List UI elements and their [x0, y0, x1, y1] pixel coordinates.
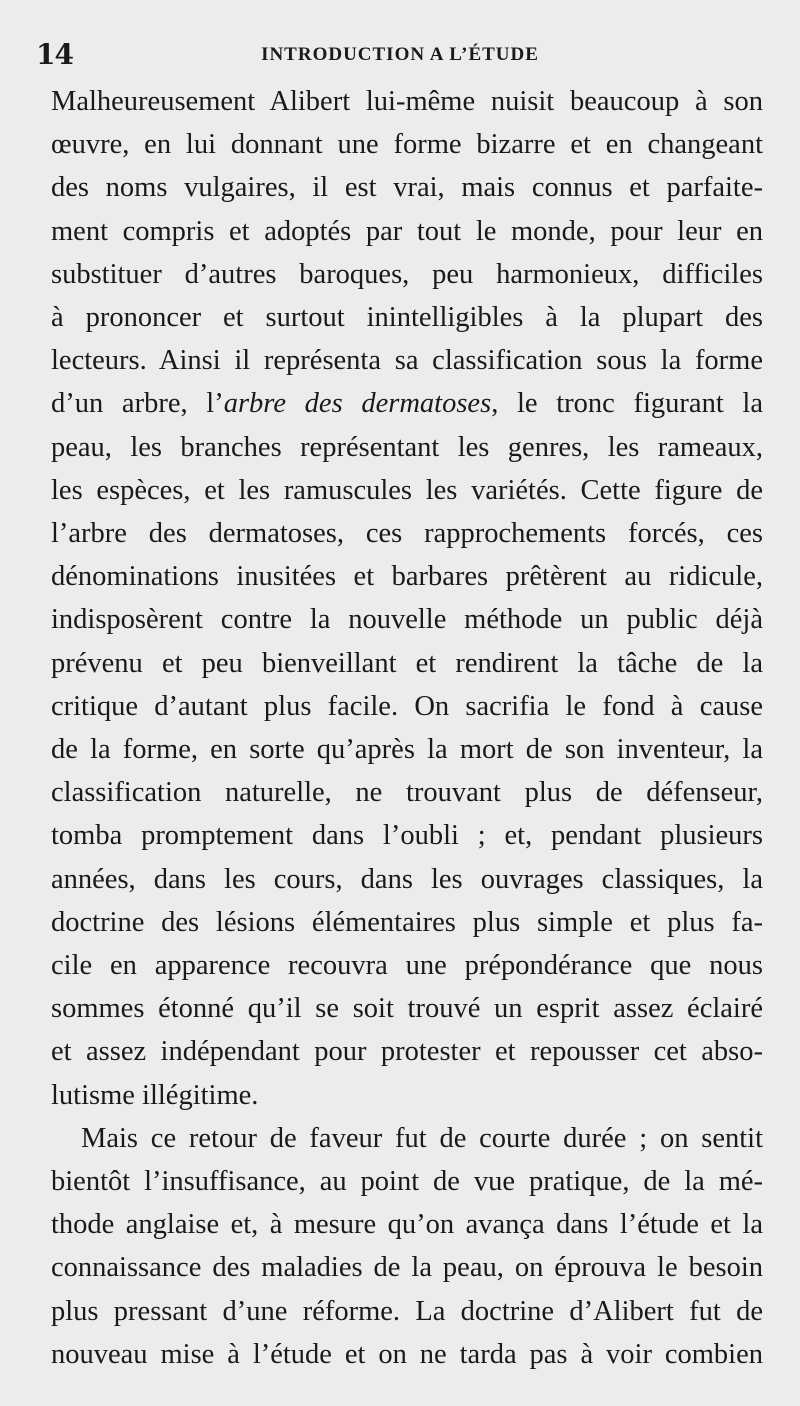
text-line: substituer d’autres baroques, peu harmonieux, difficiles	[51, 258, 763, 290]
text-line: doctrine des lésions élémentaires plus simple et plus fa-	[51, 906, 763, 938]
text-line: des noms vulgaires, il est vrai, mais connus et parfaite-	[51, 172, 763, 204]
text-line: ment compris et adoptés par tout le monde, pour leur en	[51, 215, 763, 247]
text-fragment: d’un arbre, l’	[51, 388, 224, 420]
text-line: tomba promptement dans l’oubli ; et, pendant plusieurs	[51, 820, 763, 852]
text-line: indisposèrent contre la nouvelle méthode un public déjà	[51, 604, 763, 636]
text-line: critique d’autant plus facile. On sacrifia le fond à cause	[51, 690, 763, 722]
body-text	[51, 80, 763, 1376]
text-line: Mais ce retour de faveur fut de courte durée ; on sentit	[81, 1122, 763, 1154]
text-line: dénominations inusitées et barbares prêtèrent au ridicule,	[51, 561, 763, 593]
text-line-with-italic	[51, 382, 763, 425]
page-header	[36, 38, 764, 72]
text-line: nouveau mise à l’étude et on ne tarda pas à voir combien	[51, 1338, 763, 1370]
text-fragment: , le tronc figurant la	[491, 388, 763, 420]
text-line: et assez indépendant pour protester et repousser cet abso-	[51, 1036, 763, 1068]
text-line: bientôt l’insuffisance, au point de vue pratique, de la mé-	[51, 1166, 763, 1198]
text-line: Malheureusement Alibert lui-même nuisit beaucoup à son	[51, 86, 763, 117]
text-line: de la forme, en sorte qu’après la mort de son inventeur, la	[51, 734, 763, 766]
text-line: œuvre, en lui donnant une forme bizarre et en changeant	[51, 129, 763, 161]
text-line: les espèces, et les ramuscules les variétés. Cette figure de	[51, 474, 763, 506]
text-line: lutisme illégitime.	[51, 1079, 259, 1111]
text-line: l’arbre des dermatoses, ces rapprochements forcés, ces	[51, 518, 763, 550]
text-line: prévenu et peu bienveillant et rendirent la tâche de la	[51, 647, 763, 679]
text-line: à prononcer et surtout inintelligibles à la plupart des	[51, 302, 763, 334]
text-line: cile en apparence recouvra une prépondérance que nous	[51, 950, 763, 982]
text-line: plus pressant d’une réforme. La doctrine d’Alibert fut de	[51, 1295, 763, 1327]
italic-term: arbre des dermatoses	[223, 388, 492, 420]
text-line: années, dans les cours, dans les ouvrages classiques, la	[51, 863, 763, 895]
text-line: classification naturelle, ne trouvant plus de défenseur,	[51, 777, 763, 809]
text-line: peau, les branches représentant les genres, les rameaux,	[51, 431, 763, 463]
page-number: 14	[36, 38, 73, 71]
text-line: thode anglaise et, à mesure qu’on avança dans l’étude et la	[51, 1209, 763, 1241]
text-line: sommes étonné qu’il se soit trouvé un esprit assez éclairé	[51, 993, 763, 1025]
running-head: INTRODUCTION A L’ÉTUDE	[261, 44, 539, 65]
text-line: connaissance des maladies de la peau, on éprouva le besoin	[51, 1252, 763, 1284]
text-line: lecteurs. Ainsi il représenta sa classification sous la forme	[51, 345, 763, 377]
